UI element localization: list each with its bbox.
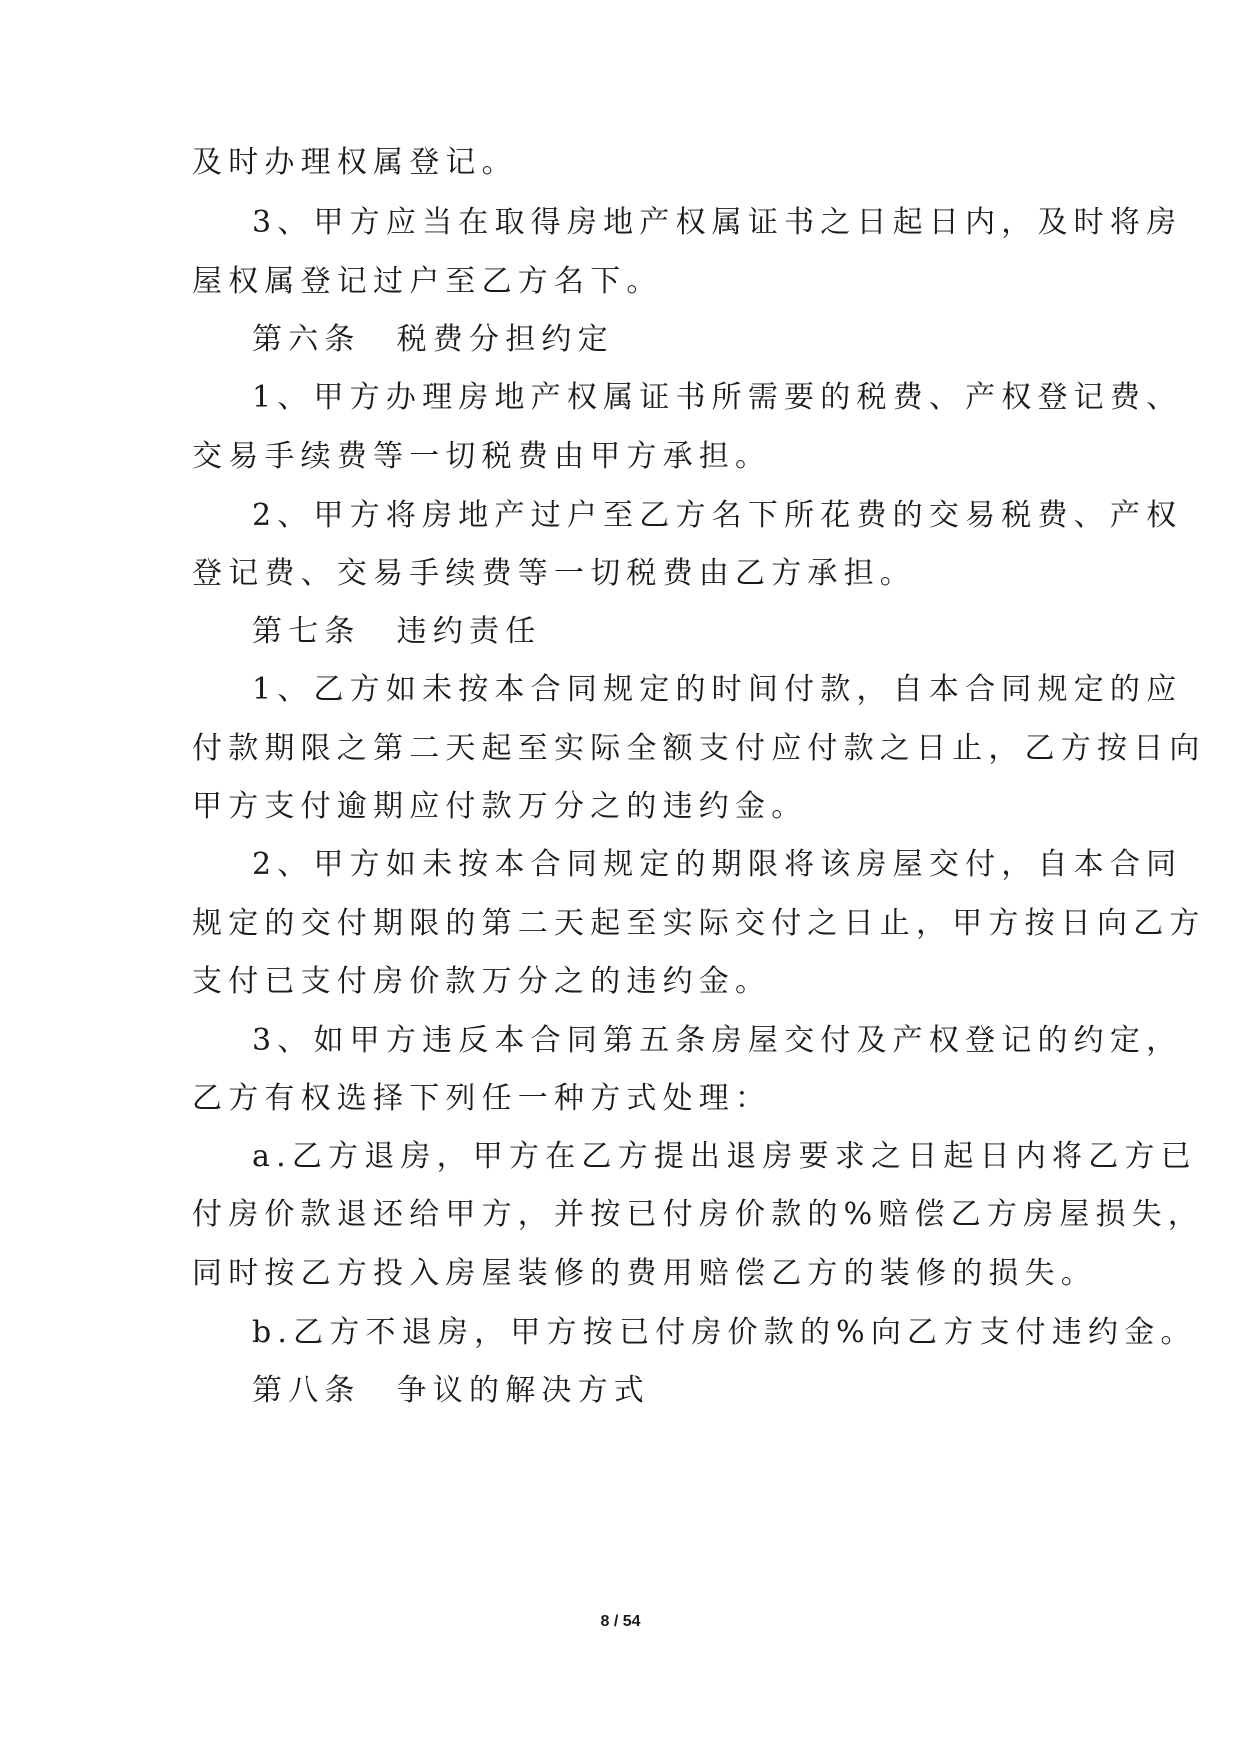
article-heading-8 bbox=[252, 1371, 1132, 1411]
paragraph-line: 2、甲方将房地产过户至乙方名下所花费的交易税费、产权 bbox=[252, 498, 1183, 533]
paragraph-line: 甲方支付逾期应付款万分之的违约金。 bbox=[192, 789, 808, 824]
article-title: 违约责任 bbox=[396, 614, 542, 649]
paragraph-line: 支付已支付房价款万分之的违约金。 bbox=[192, 964, 772, 999]
article-heading-7 bbox=[252, 612, 1132, 652]
paragraph-line: 登记费、交易手续费等一切税费由乙方承担。 bbox=[192, 556, 916, 591]
paragraph-line: b.乙方不退房，甲方按已付房价款的%向乙方支付违约金。 bbox=[252, 1315, 1197, 1350]
paragraph-line: 1、乙方如未按本合同规定的时间付款，自本合同规定的应 bbox=[252, 672, 1183, 707]
paragraph-line: 3、甲方应当在取得房地产权属证书之日起日内，及时将房 bbox=[252, 205, 1183, 240]
page-number: 8 / 54 bbox=[600, 1613, 641, 1630]
article-title: 税费分担约定 bbox=[396, 322, 614, 357]
article-number: 第八条 bbox=[252, 1373, 361, 1408]
paragraph-line: 3、如甲方违反本合同第五条房屋交付及产权登记的约定， bbox=[252, 1023, 1183, 1058]
article-number: 第六条 bbox=[252, 322, 361, 357]
paragraph-line: 规定的交付期限的第二天起至实际交付之日止，甲方按日向乙方 bbox=[192, 906, 1206, 941]
paragraph-line: 乙方有权选择下列任一种方式处理： bbox=[192, 1081, 772, 1116]
paragraph-line: 2、甲方如未按本合同规定的期限将该房屋交付，自本合同 bbox=[252, 847, 1183, 882]
paragraph-line: a.乙方退房，甲方在乙方提出退房要求之日起日内将乙方已 bbox=[252, 1139, 1197, 1174]
article-heading-6 bbox=[252, 320, 1132, 360]
paragraph-line: 屋权属登记过户至乙方名下。 bbox=[192, 264, 663, 299]
paragraph-line: 同时按乙方投入房屋装修的费用赔偿乙方的装修的损失。 bbox=[192, 1256, 1097, 1291]
paragraph-line: 及时办理权属登记。 bbox=[192, 145, 518, 180]
paragraph-line: 付房价款退还给甲方，并按已付房价款的%赔偿乙方房屋损失， bbox=[192, 1197, 1205, 1232]
paragraph-line: 付款期限之第二天起至实际全额支付应付款之日止，乙方按日向 bbox=[192, 731, 1206, 766]
paragraph-line: 1、甲方办理房地产权属证书所需要的税费、产权登记费、 bbox=[252, 380, 1183, 415]
paragraph-line: 交易手续费等一切税费由甲方承担。 bbox=[192, 439, 772, 474]
article-number: 第七条 bbox=[252, 614, 361, 649]
article-title: 争议的解决方式 bbox=[396, 1373, 651, 1408]
